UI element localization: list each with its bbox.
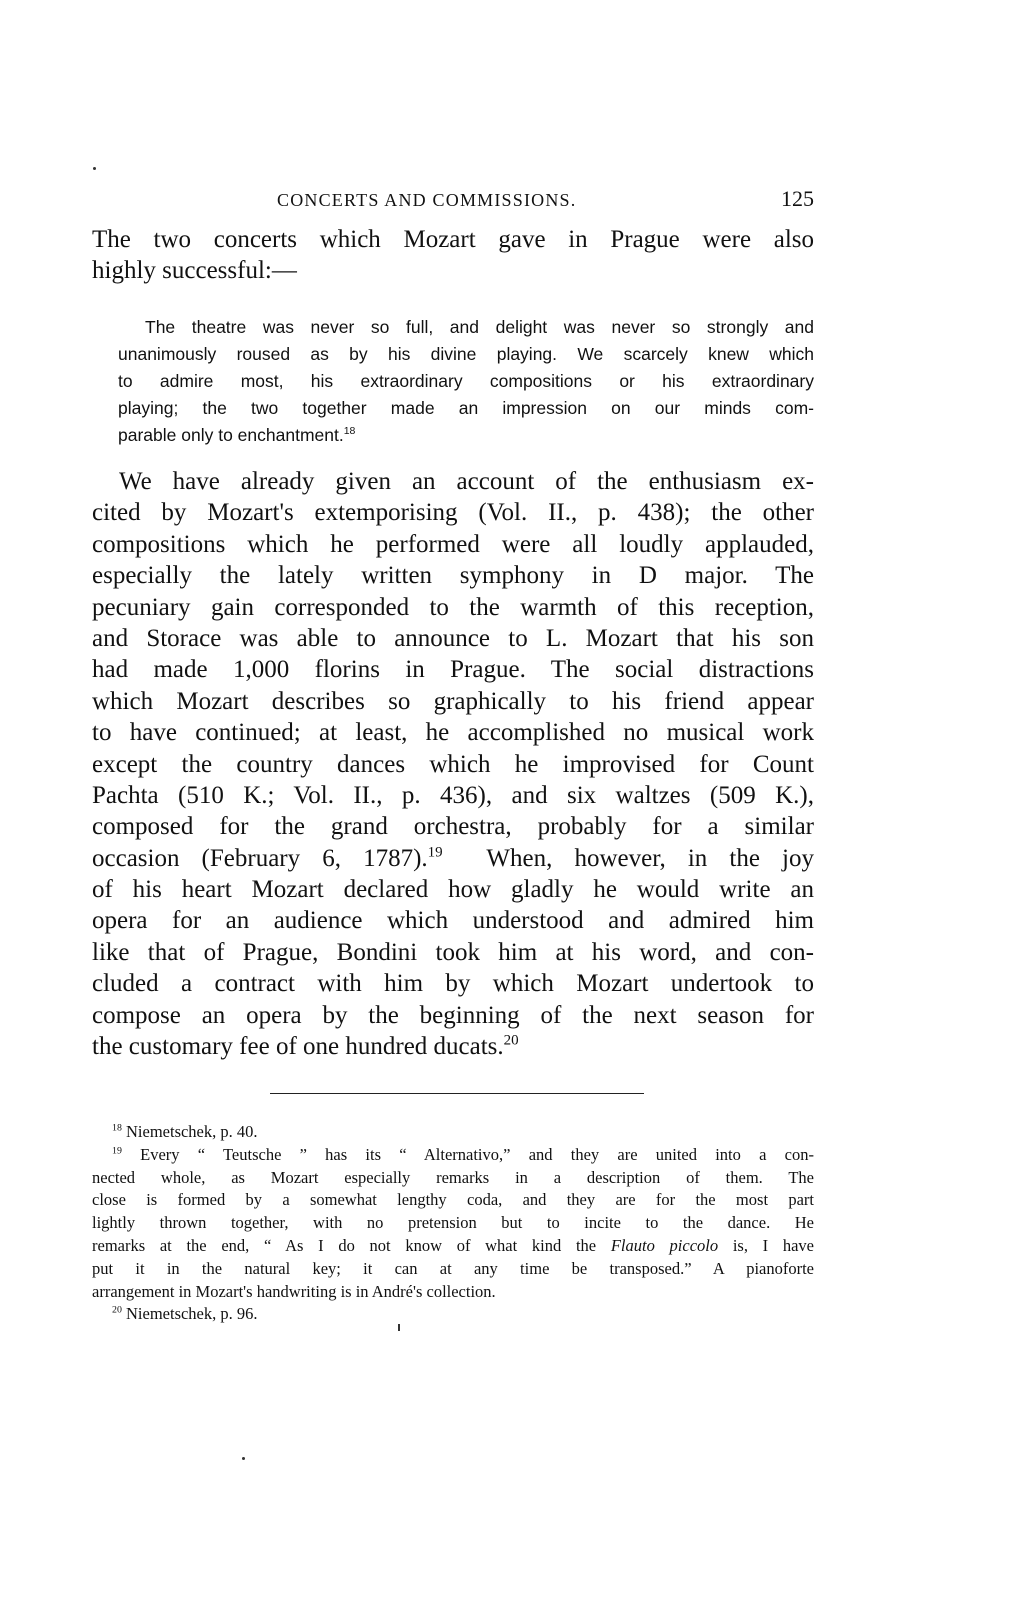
scan-speck — [242, 1457, 245, 1460]
footnote-text: Niemetschek, p. 40. — [126, 1122, 258, 1141]
quote-line: The theatre was never so full, and delight was never so strongly and — [145, 317, 814, 337]
page-number: 125 — [781, 186, 814, 211]
body-line: opera for an audience which understood and admired him — [92, 907, 814, 935]
quote-line: unanimously roused as by his divine playing. We scarcely knew which — [118, 344, 814, 364]
body-line: Pachta (510 K.; Vol. II., p. 436), and six waltzes (509 K.), — [92, 781, 814, 809]
footnote-ref-19: 19 — [427, 844, 443, 861]
footnote-18 — [92, 1121, 814, 1144]
quote-line-text: parable only to enchantment. — [118, 425, 344, 445]
footnote-text: Every “ Teutsche ” has its “ Alternativo,” and they are united into a con- — [140, 1144, 814, 1164]
footnote-line: lightly thrown together, with no pretension but to incite to the dance. He — [92, 1213, 814, 1233]
footnote-ref-20: 20 — [503, 1032, 519, 1049]
quote-line: to admire most, his extraordinary compositions or his extraordinary — [118, 371, 814, 391]
intro-line: highly successful:— — [92, 257, 297, 285]
body-line: cluded a contract with him by which Mozart undertook to — [92, 970, 814, 998]
footnote-line: nected whole, as Mozart especially remarks in a description of them. The — [92, 1167, 814, 1187]
scan-speck — [398, 1324, 400, 1331]
scan-speck — [93, 167, 96, 170]
body-line: to have continued; at least, he accomplished no musical work — [92, 719, 814, 747]
body-line — [92, 1031, 814, 1062]
body-line-text: the customary fee of one hundred ducats. — [92, 1033, 504, 1061]
intro-paragraph — [92, 224, 814, 287]
body-line-text: occasion (February 6, 1787). — [92, 844, 428, 872]
quote-line — [118, 422, 814, 449]
running-title: CONCERTS AND COMMISSIONS. — [277, 190, 577, 210]
body-line: of his heart Mozart declared how gladly he would write an — [92, 876, 814, 904]
main-paragraph — [92, 466, 814, 1062]
footnote-line — [92, 1235, 814, 1258]
block-quote — [118, 314, 814, 449]
footnote-italic: Flauto piccolo — [610, 1235, 719, 1255]
footnote-line: put it in the natural key; it can at any time be transposed.” A pianoforte — [92, 1258, 814, 1278]
footnote-line: arrangement in Mozart's handwriting is in André's collection. — [92, 1281, 496, 1301]
footnote-number: 19 — [112, 1145, 122, 1157]
body-line: like that of Prague, Bondini took him at his word, and con- — [92, 938, 814, 966]
footnote-19 — [92, 1144, 814, 1167]
body-line: and Storace was able to announce to L. Mozart that his son — [92, 624, 814, 652]
body-line: compose an opera by the beginning of the next season for — [92, 1001, 814, 1029]
body-line: cited by Mozart's extemporising (Vol. II., p. 438); the other — [92, 499, 814, 527]
body-line — [92, 843, 814, 874]
footnote-ref-18: 18 — [343, 425, 356, 438]
footnote-line: close is formed by a somewhat lengthy coda, and they are for the most part — [92, 1190, 814, 1210]
body-line: had made 1,000 florins in Prague. The social distractions — [92, 656, 814, 684]
footnote-number: 18 — [112, 1122, 122, 1134]
quote-line: playing; the two together made an impression on our minds com- — [118, 398, 814, 418]
footnotes — [92, 1121, 814, 1326]
body-line: especially the lately written symphony in D major. The — [92, 562, 814, 590]
body-line: compositions which he performed were all loudly applauded, — [92, 530, 814, 558]
page-header — [92, 186, 814, 218]
body-line: except the country dances which he improvised for Count — [92, 750, 814, 778]
intro-line: The two concerts which Mozart gave in Prague were also — [92, 226, 814, 253]
footnote-20 — [92, 1303, 814, 1326]
body-line: which Mozart describes so graphically to his friend appear — [92, 687, 814, 715]
body-line: pecuniary gain corresponded to the warmth of this reception, — [92, 593, 814, 621]
body-line-text: When, however, in the joy — [486, 844, 814, 872]
footnote-divider — [270, 1093, 644, 1094]
footnote-text: is, I have — [718, 1235, 815, 1255]
body-line: composed for the grand orchestra, probably for a similar — [92, 813, 814, 841]
footnote-text: Niemetschek, p. 96. — [126, 1304, 258, 1324]
footnote-number: 20 — [112, 1304, 122, 1316]
body-line: We have already given an account of the enthusiasm ex- — [119, 468, 814, 495]
footnote-text: remarks at the end, “ As I do not know of what kind the — [92, 1235, 597, 1255]
